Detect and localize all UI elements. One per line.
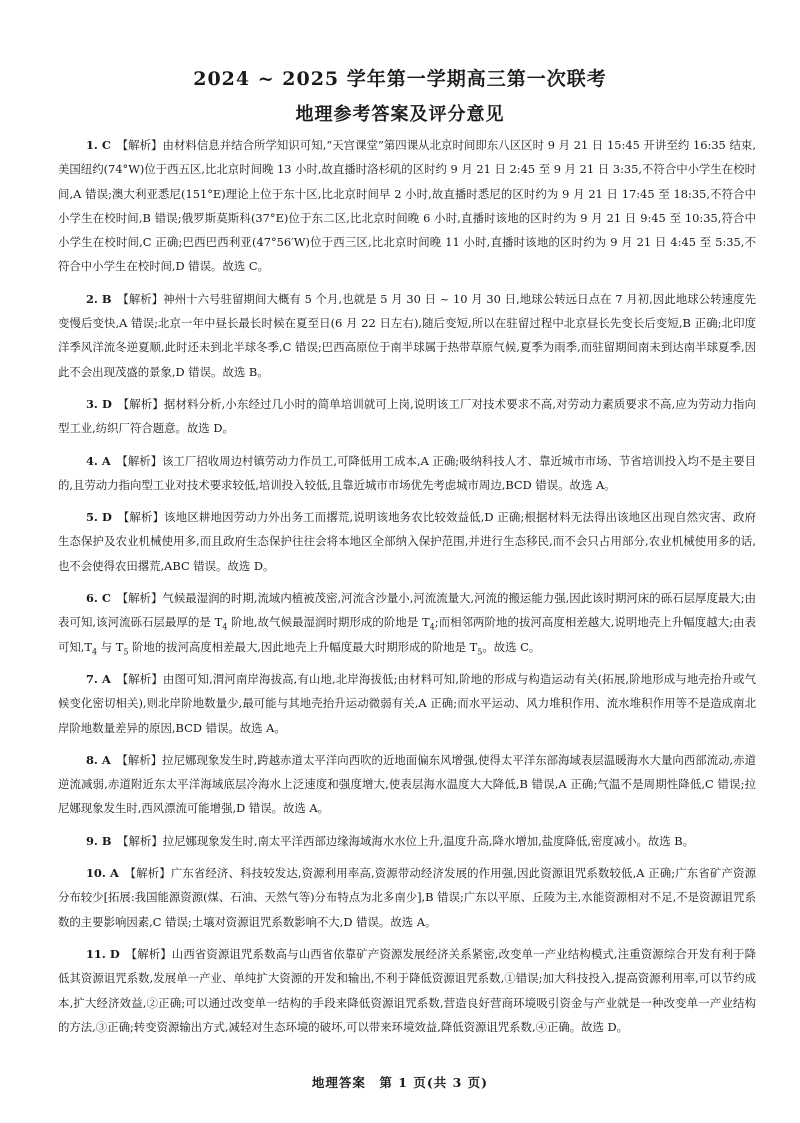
- document-title: 2024 ~ 2025 学年第一学期高三第一次联考: [193, 68, 607, 90]
- answer-explanation: 【解析】由材料信息并结合所学知识可知,“天宫课堂”第四课从北京时间即东八区区时 9 月 21 日 15:45 开讲至约 16:35 结束,美国纽约(74°W)位于西五区,比北京时间晚 13 小时,故直播时洛杉矶的区时约 9 月 21 日 2:45 至 9 月 21 日 3:35,不符合中小学生在校时间,A 错误;澳大利亚悉尼(151°E)理论上位于东十区,比北京时间早 2 小时,故直播时悉尼的区时约为 9 月 21 日 17:45 至 18:35,不符合中小学生在校时间,B 错误;俄罗斯莫斯科(37°E)位于东二区,比北京时间晚 6 小时,直播时该地的区时约为 9 月 21 日 9:45 至 10:35,符合中小学生在校时间,C 正确;巴西巴西利亚(47°56′W)位于西三区,比北京时间晚 11 小时,直播时该地的区时约为 9 月 21 日 4:45 至 5:35,不符合中小学生在校时间,D 错误。故选 C。: [58, 138, 756, 274]
- page-footer: 地理答案 第 1 页(共 3 页): [311, 1075, 489, 1090]
- answer-number: 2. B: [86, 291, 112, 306]
- answer-explanation: 【解析】拉尼娜现象发生时,南太平洋西部边缘海域海水水位上升,温度升高,降水增加,盐度降低,密度减小。故选 B。: [111, 833, 695, 848]
- answer-item: [58, 133, 756, 279]
- answer-item: [58, 942, 756, 1039]
- answer-list: [58, 133, 756, 1047]
- answer-item: [58, 586, 756, 659]
- answer-explanation: 【解析】广东省经济、科技较发达,资源利用率高,资源带动经济发展的作用强,因此资源诅咒系数较低,A 正确;广东省矿产资源分布较少[拓展:我国能源资源(煤、石油、天然气等)分布特点为北多南少],B 错误;广东以平原、丘陵为主,水能资源相对不足,不是资源诅咒系数的主要影响因素,C 错误;土壤对资源诅咒系数影响不大,D 错误。故选 A。: [58, 866, 756, 929]
- answer-item: [58, 392, 756, 441]
- answer-item: [58, 861, 756, 934]
- answer-explanation: 【解析】山西省资源诅咒系数高与山西省依靠矿产资源发展经济关系紧密,改变单一产业结构模式,注重资源综合开发有利于降低其资源诅咒系数,发展单一产业、单纯扩大资源的开发和输出,不利于降低资源诅咒系数,①错误;加大科技投入,提高资源利用率,可以节约成本,扩大经济效益,②正确;可以通过改变单一结构的手段来降低资源诅咒系数,营造良好营商环境吸引资金与产业就是一种改变单一产业结构的方法,③正确;转变资源输出方式,减轻对生态环境的破坏,可以带来环境效益,降低资源诅咒系数,④正确。故选 D。: [58, 946, 756, 1034]
- answer-item: [58, 505, 756, 578]
- answer-explanation: 【解析】气候最湿润的时期,流域内植被茂密,河流含沙量小,河流流量大,河流的搬运能力强,因此该时期河床的砾石层厚度最大;由表可知,该河流砾石层最厚的是 $T_4$ 阶地,故气候最湿润时期形成的阶地是 $T_4$;而相邻两阶地的拔河高度相差越大,说明地壳上升幅度越大;由表可知$,T_4$ 与 $T_5$ 阶地的拔河高度相差最大,因此地壳上升幅度最大时期形成的阶地是 $T_5$。故选 C。: [58, 591, 756, 656]
- answer-explanation: 【解析】神州十六号驻留期间大概有 5 个月,也就是 5 月 30 日 ~ 10 月 30 日,地球公转远日点在 7 月初,因此地球公转速度先变慢后变快,A 错误;北京一年中昼长最长时候在夏至日(6 月 22 日左右),随后变短,所以在驻留过程中北京昼长先变长后变短,B 正确;北印度洋季风洋流冬逆夏顺,此时还未到北半球冬季,C 错误;巴西高原位于南半球属于热带草原气候,夏季为雨季,而驻留期间南未到达南半球夏季,因此不会出现茂盛的景象,D 错误。故选 B。: [58, 291, 757, 379]
- answer-number: 4. A: [86, 453, 111, 468]
- answer-number: 10. A: [86, 866, 119, 881]
- answer-number: 5. D: [86, 510, 112, 525]
- answer-number: 11. D: [86, 946, 120, 961]
- answer-explanation: 【解析】拉尼娜现象发生时,跨越赤道太平洋向西吹的近地面偏东风增强,使得太平洋东部海域表层温暖海水大量向西部流动,赤道逆流减弱,赤道附近东太平洋海域底层冷海水上泛速度和强度增大,使表层海水温度大大降低,B 错误,A 正确;气温不是周期性降低,C 错误;拉尼娜现象发生时,西风漂流可能增强,D 错误。故选 A。: [58, 752, 756, 816]
- answer-item: [58, 748, 756, 821]
- answer-number: 9. B: [86, 833, 112, 848]
- answer-explanation: 【解析】该地区耕地因劳动力外出务工而撂荒,说明该地务农比较效益低,D 正确;根据材料无法得出该地区出现自然灾害、政府生态保护及农业机械使用多,而且政府生态保护往往会将本地区全部纳入保护范围,并进行生态移民,而不会只占用部分,农业机械使用多的话,也不会使得农田撂荒,ABC 错误。故选 D。: [58, 510, 756, 573]
- answer-number: 1. C: [86, 138, 111, 152]
- document-subtitle: 地理参考答案及评分意见: [295, 104, 505, 125]
- answer-item: [58, 829, 756, 853]
- answer-explanation: 【解析】该工厂招收周边村镇劳动力作员工,可降低用工成本,A 正确;吸纳科技人才、靠近城市市场、节省培训投入均不是主要目的,且劳动力指向型工业对技术要求较低,培训投入较低,且靠近城市市场优先考虑城市周边,BCD 错误。故选 A。: [58, 453, 757, 492]
- answer-number: 3. D: [86, 396, 112, 411]
- answer-explanation: 【解析】据材料分析,小东经过几小时的简单培训就可上岗,说明该工厂对技术要求不高,对劳动力素质要求不高,应为劳动力指向型工业,纺织厂符合题意。故选 D。: [58, 396, 756, 436]
- answer-item: [58, 667, 756, 740]
- answer-item: [58, 287, 756, 384]
- answer-number: 8. A: [86, 752, 111, 767]
- answer-number: 7. A: [86, 671, 111, 686]
- answer-explanation: 【解析】由图可知,渭河南岸海拔高,有山地,北岸海拔低;由材料可知,阶地的形成与构造运动有关(拓展,阶地形成与地壳抬升或气候变化密切相关),则北岸阶地数量少,最可能与其地壳抬升运动微弱有关,A 正确;而水平运动、风力堆积作用、流水堆积作用等不是造成南北岸阶地数量差异的原因,BCD 错误。故选 A。: [58, 671, 756, 735]
- answer-item: [58, 449, 756, 498]
- answer-number: 6. C: [86, 591, 111, 606]
